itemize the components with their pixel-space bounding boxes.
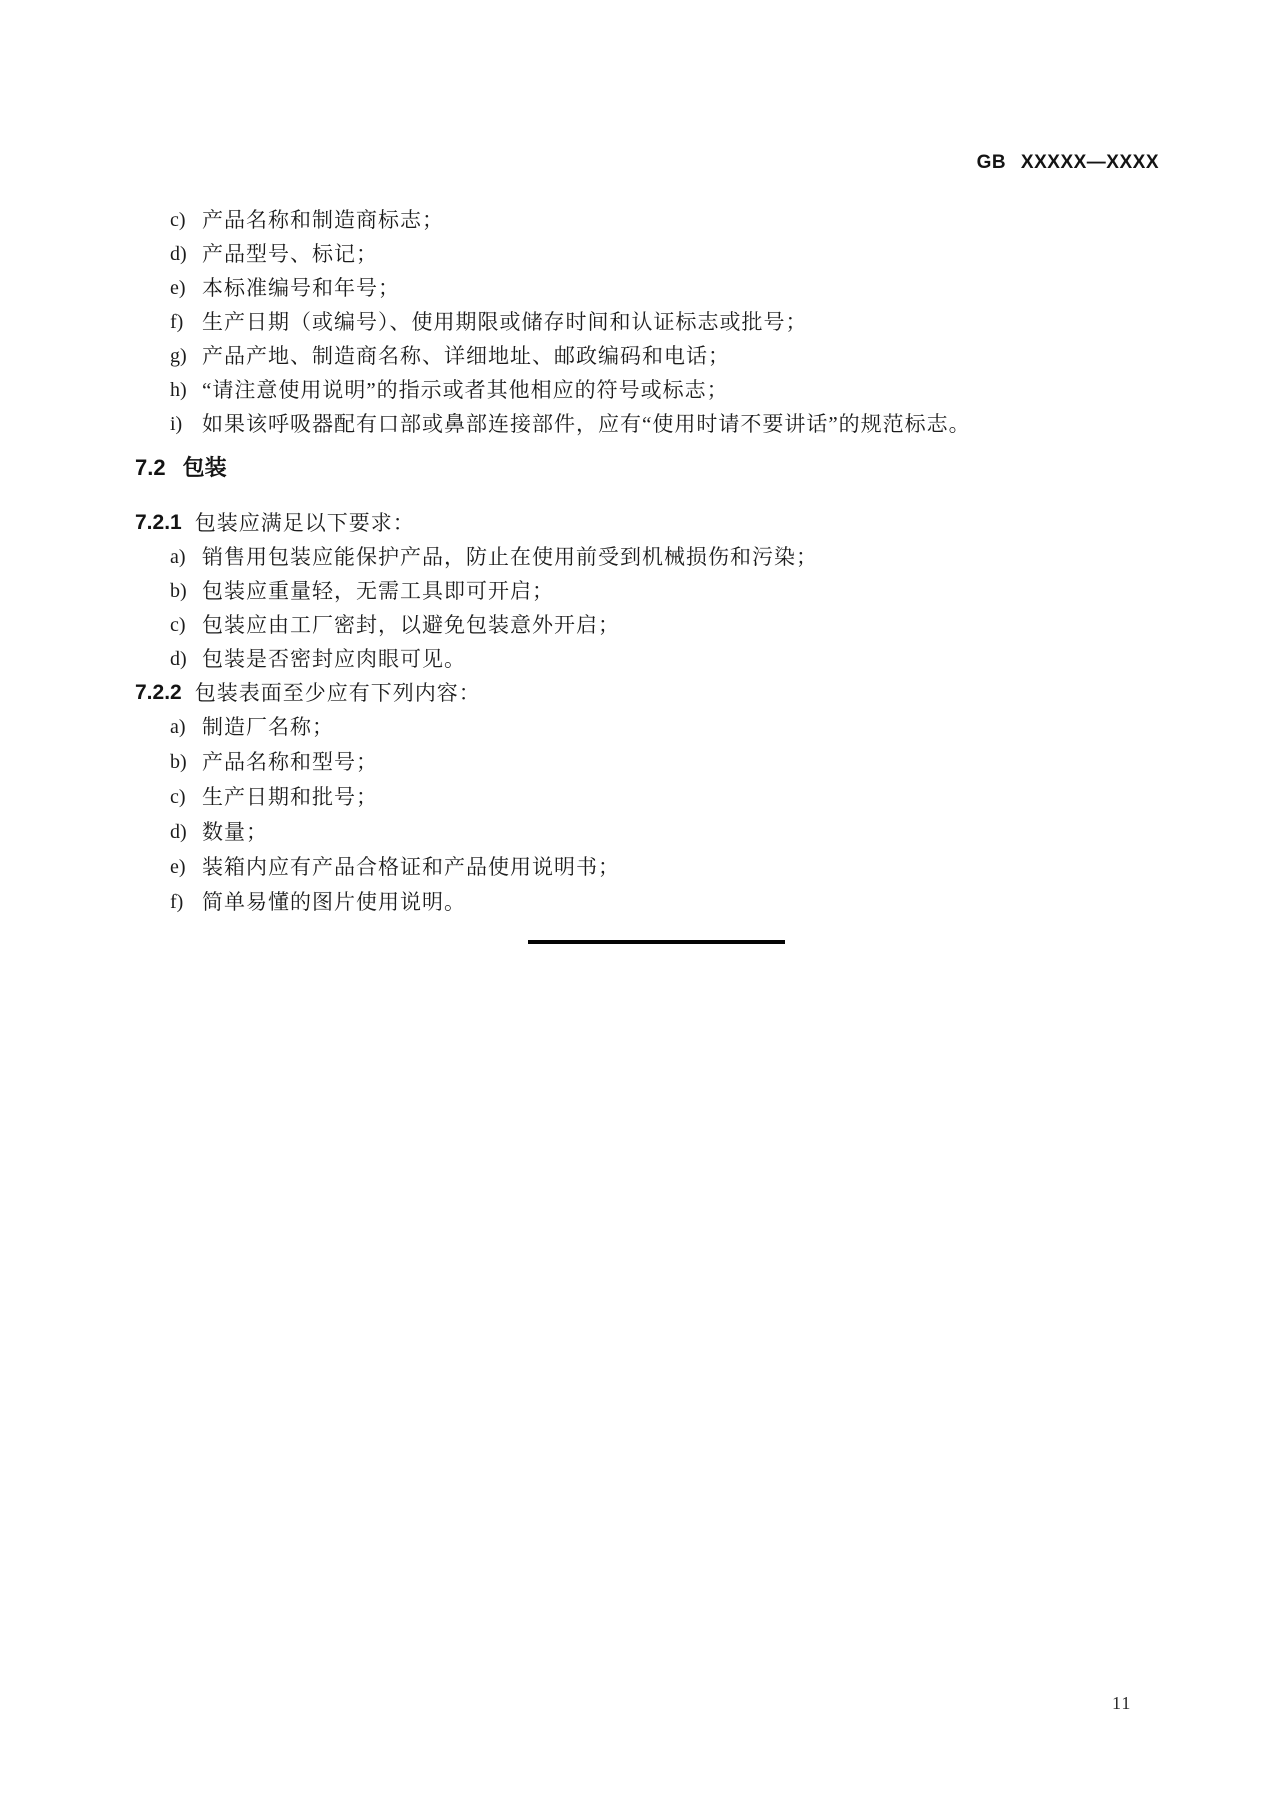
list-item-text: 包装应重量轻，无需工具即可开启； — [202, 579, 554, 603]
list-item — [135, 305, 1167, 339]
list-item-letter: h) — [170, 379, 187, 401]
list-item-letter: g) — [170, 345, 187, 367]
clause-text: 包装表面至少应有下列内容： — [194, 681, 481, 705]
list-item-text: 产品名称和型号； — [202, 750, 378, 774]
clause-number: 7.2.2 — [135, 681, 182, 704]
clause-number: 7.2.1 — [135, 511, 182, 534]
list-item-text: “请注意使用说明”的指示或者其他相应的符号或标志； — [202, 378, 729, 402]
list-item-letter: e) — [170, 277, 186, 299]
list-item-text: 销售用包装应能保护产品，防止在使用前受到机械损伤和污染； — [202, 545, 818, 569]
list-item-letter: b) — [170, 751, 187, 773]
list-item — [135, 574, 1167, 608]
list-item-text: 数量； — [202, 820, 268, 844]
list-item — [135, 642, 1167, 676]
list-item-text: 生产日期和批号； — [202, 785, 378, 809]
list-item-text: 包装应由工厂密封，以避免包装意外开启； — [202, 613, 620, 637]
list-item-text: 产品型号、标记； — [202, 242, 378, 266]
list-item — [135, 815, 1167, 850]
packaging-surface-list — [135, 710, 1167, 920]
list-item-letter: a) — [170, 716, 186, 738]
list-item — [135, 780, 1167, 815]
list-item — [135, 850, 1167, 885]
list-item-letter: c) — [170, 614, 186, 636]
clause-7-2-1 — [135, 506, 1167, 540]
section-number: 7.2 — [135, 455, 166, 480]
list-item-letter: c) — [170, 209, 186, 231]
list-item-text: 产品产地、制造商名称、详细地址、邮政编码和电话； — [202, 344, 730, 368]
list-item — [135, 237, 1167, 271]
clause-text: 包装应满足以下要求： — [194, 511, 415, 535]
list-item — [135, 373, 1167, 407]
list-item-letter: d) — [170, 648, 187, 670]
list-item — [135, 540, 1167, 574]
list-item — [135, 407, 1167, 441]
list-item-text: 生产日期（或编号）、使用期限或储存时间和认证标志或批号； — [202, 310, 808, 334]
list-item-letter: f) — [170, 311, 184, 333]
page-number: 11 — [1112, 1693, 1132, 1713]
list-item — [135, 203, 1167, 237]
list-item-text: 制造厂名称； — [202, 715, 334, 739]
list-item-letter: f) — [170, 891, 184, 913]
document-content — [135, 203, 1167, 944]
list-item — [135, 885, 1167, 920]
list-item-letter: a) — [170, 546, 186, 568]
clause-7-2-2 — [135, 676, 1167, 710]
section-end-rule — [528, 940, 785, 944]
list-item-letter: d) — [170, 243, 187, 265]
list-item-text: 如果该呼吸器配有口部或鼻部连接部件，应有“使用时请不要讲话”的规范标志。 — [202, 412, 971, 436]
list-item-text: 包装是否密封应肉眼可见。 — [202, 647, 466, 671]
list-item-text: 产品名称和制造商标志； — [202, 208, 444, 232]
list-item-letter: b) — [170, 580, 187, 602]
marking-items-list — [135, 203, 1167, 441]
section-title: 包装 — [182, 455, 227, 480]
list-item — [135, 271, 1167, 305]
list-item-letter: d) — [170, 821, 187, 843]
list-item-letter: i) — [170, 413, 183, 435]
standard-code: GB XXXXX—XXXX — [976, 152, 1159, 173]
list-item — [135, 608, 1167, 642]
list-item-letter: e) — [170, 856, 186, 878]
list-item — [135, 339, 1167, 373]
list-item-letter: c) — [170, 786, 186, 808]
list-item-text: 本标准编号和年号； — [202, 276, 400, 300]
packaging-requirements-list — [135, 540, 1167, 676]
section-heading-7-2 — [135, 451, 1167, 485]
list-item-text: 简单易懂的图片使用说明。 — [202, 890, 466, 914]
list-item — [135, 710, 1167, 745]
list-item — [135, 745, 1167, 780]
list-item-text: 装箱内应有产品合格证和产品使用说明书； — [202, 855, 620, 879]
